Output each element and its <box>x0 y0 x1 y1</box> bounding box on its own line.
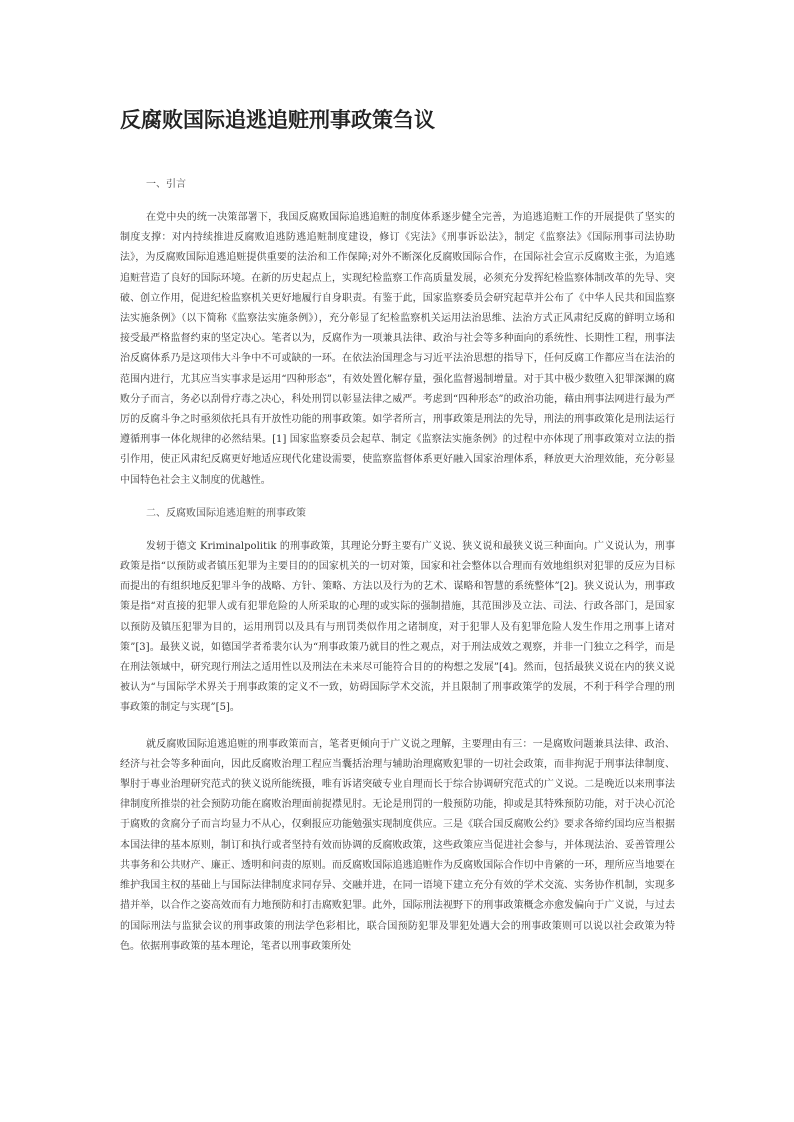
document-body <box>120 178 675 957</box>
page-title: 反腐败国际追逃追赃刑事政策刍议 <box>120 108 435 132</box>
section-heading-introduction: 一、引言 <box>146 179 186 190</box>
paragraph-broad-interpretation: 就反腐败国际追逃追赃的刑事政策而言，笔者更倾向于广义说之理解，主要理由有三：一是腐败问题兼具法律、政治、经济与社会等多种面向，因此反腐败治理工程应当囊括治理与辅助治理腐败犯罪的一切社会政策，而非拘泥于刑事法律制度、掣肘于專业治理研究范式的狭义说所能统摄，唯有诉诸突破专业自理而长于综合协调研究范式的广义说。二是晚近以来刑事法律制度所推崇的社会预防功能在腐败治理面前捉襟见肘。无论是刑罚的一般预防功能，抑或是其特殊预防功能，对于决心沉沦于腐败的贪腐分子而言均显力不从心，仅剩报应功能勉强实现制度供应。三是《联合国反腐败公约》要求各缔约国均应当根据本国法律的基本原则，制订和执行或者坚持有效而协调的反腐败政策，这些政策应当促进社会参与，并体现法治、妥善管理公共事务和公共财产、廉正、透明和问责的原则。而反腐败国际追逃追赃作为反腐败国际合作切中肯綮的一环，理所应当地要在维护我国主权的基础上与国际法律制度求同存异、交融并进，在同一语境下建立充分有效的学术交流、实务协作机制，实现多措并举，以合作之姿高效而有力地预防和打击腐败犯罪。此外，国际刑法视野下的刑事政策概念亦愈发偏向于广义说，与过去的国际刑法与监狱会议的刑事政策的刑法学色彩相比，联合国预防犯罪及罪犯处遇大会的刑事政策则可以说以社会政策为特色。依据刑事政策的基本理论，笔者以刑事政策所处 <box>120 738 675 952</box>
paragraph-policy-definitions: 发轫于德文 Kriminalpolitik 的刑事政策，其理论分野主要有广义说、狭义说和最狭义说三种面向。广义说认为，刑事政策是指“以预防或者镇压犯罪为主要目的的国家机关的一切对策，国家和社会整体以合理而有效地组织对犯罪的反应为目标而提出的有组织地反犯罪斗争的战略、方针、策略、方法以及行为的艺术、谋略和智慧的系统整体”[2]。狭义说认为，刑事政策是指“对直接的犯罪人或有犯罪危险的人所采取的心理的或实际的强制措施，其范围涉及立法、司法、行政各部门，是国家以预防及镇压犯罪为目的，运用刑罚以及具有与刑罚类似作用之诸制度，对于犯罪人及有犯罪危险人发生作用之刑事上诸对策”[3]。最狭义说，如德国学者希裴尔认为“刑事政策乃就目的性之观点，对于刑法成效之观察，并非一门独立之科学，而是在刑法领域中，研究现行刑法之适用性以及刑法在未来尽可能符合目的的构想之发展”[4]。然而，包括最狭义说在内的狭义说被认为“与国际学术界关于刑事政策的定义不一致，妨碍国际学术交流，并且限制了刑事政策学的发展，不利于科学合理的刑事政策的制定与实现”[5]。 <box>120 540 675 714</box>
section-heading-criminal-policy: 二、反腐败国际追逃追赃的刑事政策 <box>146 507 306 519</box>
paragraph-introduction: 在党中央的统一决策部署下，我国反腐败国际追逃追赃的制度体系逐步健全完善，为追逃追赃工作的开展提供了坚实的制度支撑：对内持续推进反腐败追逃防逃追赃制度建设，修订《宪法》《刑事诉讼法》，制定《监察法》《国际刑事司法协助法》，为反腐败国际追逃追赃提供重要的法治和工作保障;对外不断深化反腐败国际合作，在国际社会宣示反腐败主张，为追逃追赃营造了良好的国际环境。在新的历史起点上，实现纪检监察工作高质量发展，必须充分发挥纪检监察体制改革的先导、突破、创立作用，促进纪检监察机关更好地履行自身职责。有鉴于此，国家监察委员会研究起草并公布了《中华人民共和国监察法实施条例》（以下简称《监察法实施条例》），充分彰显了纪检监察机关运用法治思维、法治方式正风肃纪反腐的鲜明立场和接受最严格监督约束的坚定决心。笔者以为，反腐作为一项兼具法律、政治与社会等多种面向的系统性、长期性工程，刑事法治反腐体系乃是这项伟大斗争中不可或缺的一环。在依法治国理念与习近平法治思想的指导下，任何反腐工作都应当在法治的范围内进行，尤其应当实事求是运用“四种形态”，有效处置化解存量，强化监督遏制增量。对于其中极少数堕入犯罪深渊的腐败分子而言，务必以刮骨疗毒之决心，科处刑罚以彰显法律之威严。考虑到“四种形态”的政治功能，藉由刑事法网进行最为严厉的反腐斗争之时亟须依托具有开放性功能的刑事政策。如学者所言，刑事政策是刑法的先导，刑法的刑事政策化是刑法运行遵循刑事一体化规律的必然结果。[1] 国家监察委员会起草、制定《监察法实施条例》的过程中亦体现了刑事政策对立法的指引作用，使正风肃纪反腐更好地适应现代化建设需要，使监察监督体系更好融入国家治理体系，释放更大治理效能，充分彰显中国特色社会主义制度的优越性。 <box>120 212 675 486</box>
